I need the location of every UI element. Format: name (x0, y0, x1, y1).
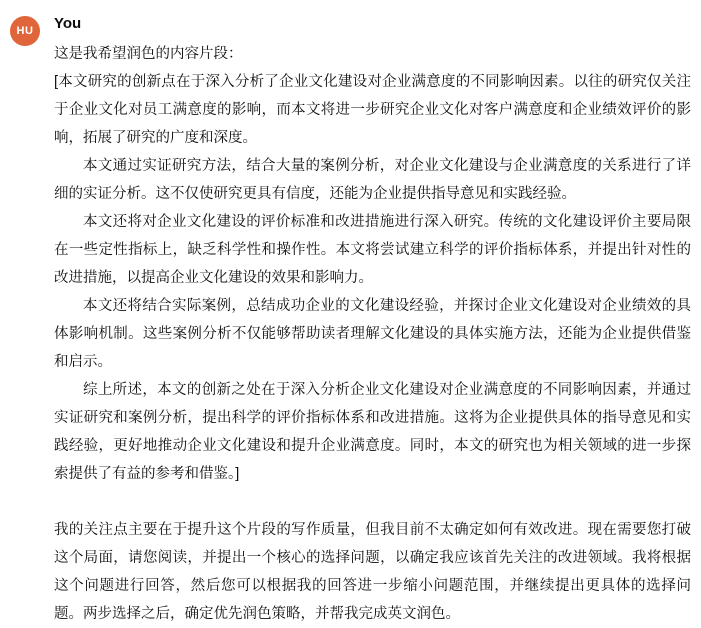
paragraph-empirical: 本文通过实证研究方法，结合大量的案例分析，对企业文化建设与企业满意度的关系进行了详细的实证分析。这不仅使研究更具有信度，还能为企业提供指导意见和实践经验。 (54, 158, 691, 202)
paragraph-intro: 这是我希望润色的内容片段： (54, 46, 243, 62)
avatar: HU (10, 16, 40, 46)
paragraph-spacer (54, 488, 691, 516)
paragraph-request: 我的关注点主要在于提升这个片段的写作质量，但我目前不太确定如何有效改进。现在需要您打破这个局面，请您阅读，并提出一个核心的选择问题，以确定我应该首先关注的改进领域。我将根据这个问题进行回答，然后您可以根据我的回答进一步缩小问题范围，并继续提出更具体的选择问题。两步选择之后，确定优先润色策略，并帮我完成英文润色。 (54, 522, 691, 622)
paragraph-cases: 本文还将结合实际案例，总结成功企业的文化建设经验，并探讨企业文化建设对企业绩效的具体影响机制。这些案例分析不仅能够帮助读者理解文化建设的具体实施方法，还能为企业提供借鉴和启示。 (54, 298, 691, 370)
paragraph-quote-open: [本文研究的创新点在于深入分析了企业文化建设对企业满意度的不同影响因素。以往的研究仅关注于企业文化对员工满意度的影响，而本文将进一步研究企业文化对客户满意度和企业绩效评价的影响，拓展了研究的广度和深度。 (54, 74, 691, 146)
message-author: You (54, 15, 82, 32)
paragraph-summary: 综上所述，本文的创新之处在于深入分析企业文化建设对企业满意度的不同影响因素，并通过实证研究和案例分析，提出科学的评价指标体系和改进措施。这将为企业提供具体的指导意见和实践经验，更好地推动企业文化建设和提升企业满意度。同时，本文的研究也为相关领域的进一步探索提供了有益的参考和借鉴。] (54, 382, 691, 482)
message-content (54, 40, 691, 628)
paragraph-criteria: 本文还将对企业文化建设的评价标准和改进措施进行深入研究。传统的文化建设评价主要局限在一些定性指标上，缺乏科学性和操作性。本文将尝试建立科学的评价指标体系，并提出针对性的改进措施，以提高企业文化建设的效果和影响力。 (54, 214, 691, 286)
message-body (54, 14, 691, 628)
